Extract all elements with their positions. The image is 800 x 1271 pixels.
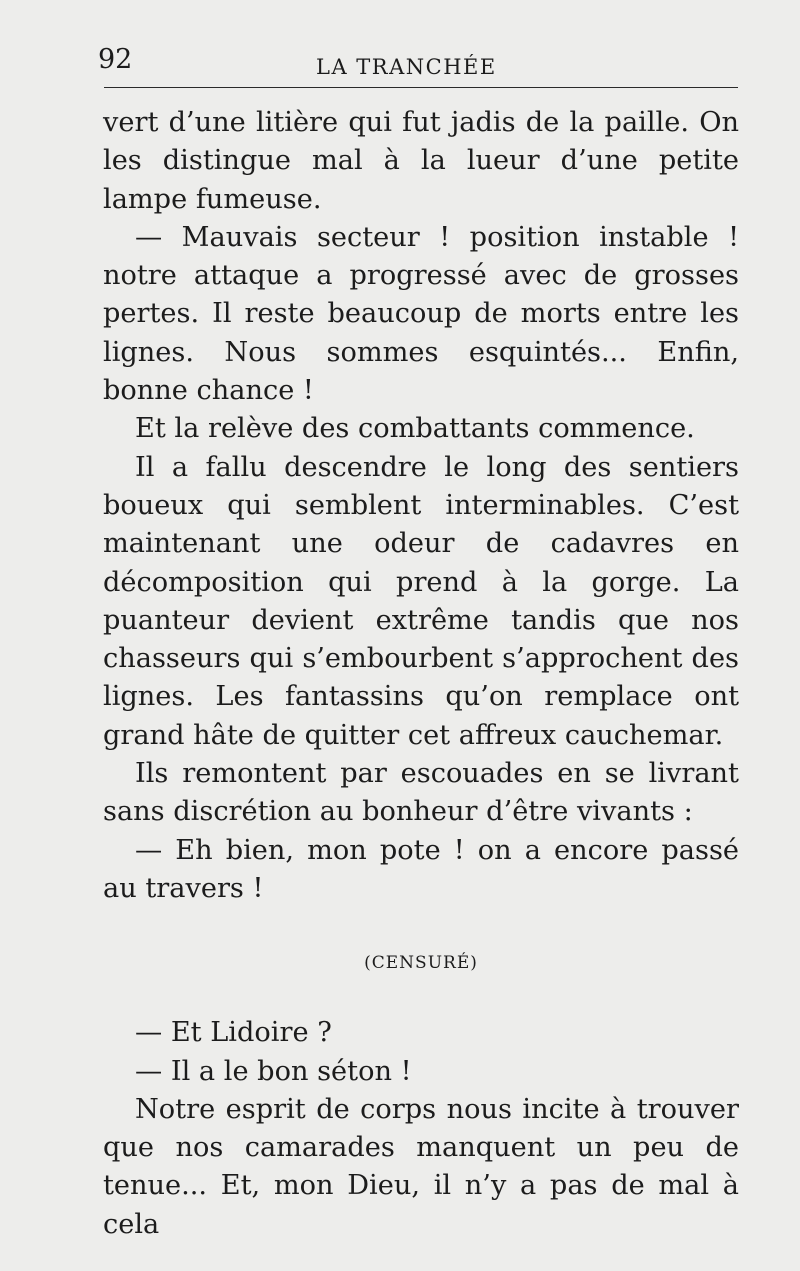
page-number: 92 bbox=[98, 44, 133, 75]
paragraph: — Mauvais secteur ! position instable ! notre attaque a progressé avec de grosses pertes. Il reste beaucoup de morts entre les lignes. Nous sommes esquintés... Enfin, bonne chance ! bbox=[103, 221, 739, 407]
paragraph: — Il a le bon séton ! bbox=[135, 1055, 412, 1087]
running-head bbox=[98, 44, 738, 84]
censored-label: (CENSURÉ) bbox=[364, 953, 478, 974]
paragraph: Il a fallu descendre le long des sentiers boueux qui semblent interminables. C’est maintenant une odeur de cadavres en décomposition qui prend à la gorge. La puanteur devient extrême tandis que nos chasseurs qui s’embourbent s’approchent des lignes. Les fantassins qu’on remplace ont grand hâte de quitter cet affreux cauchemar. bbox=[103, 451, 739, 751]
paragraph: vert d’une litière qui fut jadis de la paille. On les distingue mal à la lueur d’une petite lampe fumeuse. bbox=[103, 107, 739, 215]
paragraph: — Et Lidoire ? bbox=[135, 1017, 332, 1049]
paragraph: Ils remontent par escouades en se livrant sans discrétion au bonheur d’être vivants : bbox=[103, 758, 739, 828]
paragraph: — Eh bien, mon pote ! on a encore passé au travers ! bbox=[103, 834, 739, 904]
paragraph: Notre esprit de corps nous incite à trouver que nos camarades manquent un peu de tenue... Et, mon Dieu, il n’y a pas de mal à cela bbox=[103, 1093, 739, 1240]
running-title: LA TRANCHÉE bbox=[316, 55, 497, 79]
body-text bbox=[103, 104, 739, 1244]
paragraph: Et la relève des combattants commence. bbox=[135, 413, 695, 445]
header-rule bbox=[104, 87, 738, 88]
